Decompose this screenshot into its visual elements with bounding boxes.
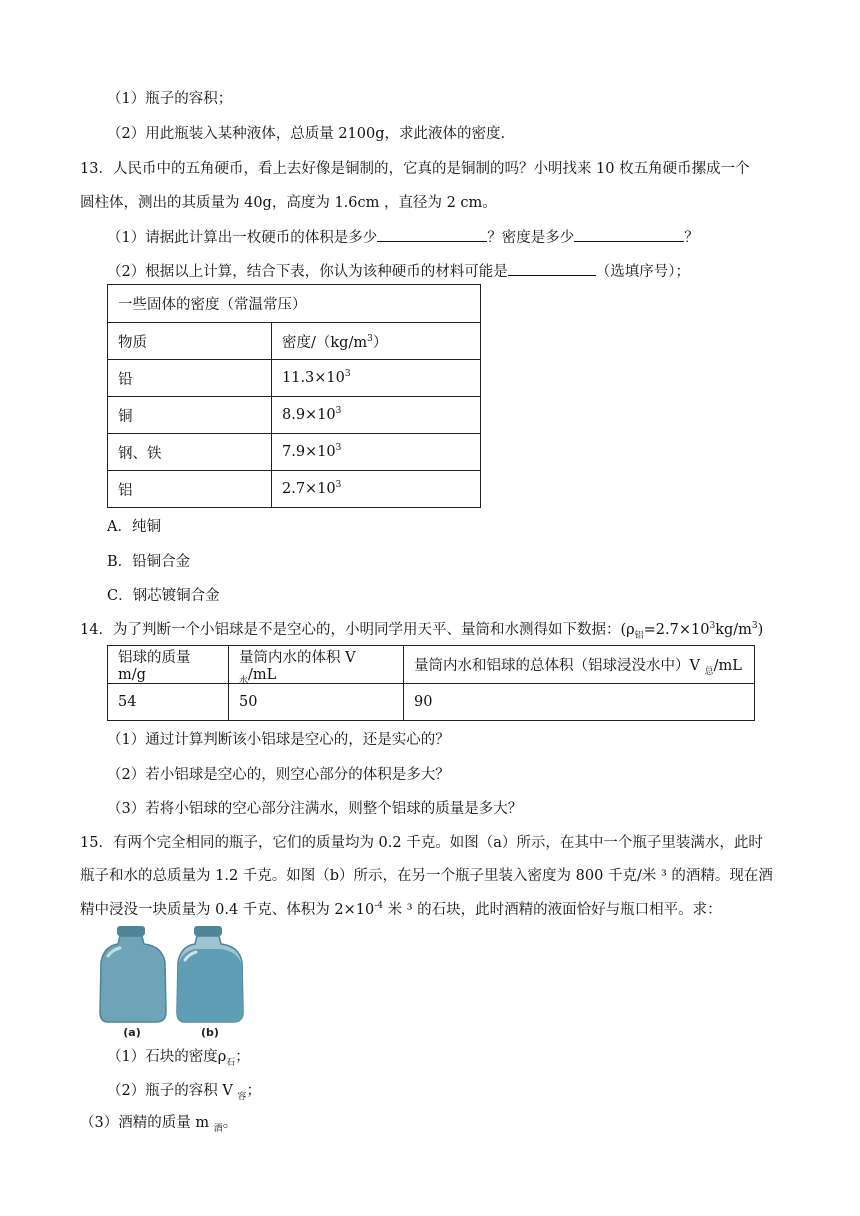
q14-stem-sub: 铝 <box>634 630 644 641</box>
q15-part3-b: 。 <box>222 1115 238 1131</box>
header-total-volume-b: /mL <box>713 658 742 674</box>
q15-stem-line3-sup: -4 <box>374 901 383 912</box>
density-exp: 3 <box>335 406 342 417</box>
q14-stem-c: kg/m <box>715 622 752 638</box>
q15-stem-line3-a: 精中浸没一块质量为 0.4 千克、体积为 2×10 <box>80 902 375 918</box>
table-row <box>108 684 755 721</box>
q13-part1-text-a: （1）请据此计算出一枚硬币的体积是多少 <box>107 230 378 246</box>
density-cell <box>272 471 481 508</box>
q15-part1-a: （1）石块的密度ρ <box>107 1049 227 1065</box>
header-water-volume-b: /mL <box>248 667 277 683</box>
header-water-volume-a: 量筒内水的体积 V <box>239 650 356 666</box>
q13-part2-text-a: （2）根据以上计算，结合下表，你认为该种硬币的材料可能是 <box>107 264 508 280</box>
substance-cell: 铜 <box>108 397 272 434</box>
bottle-b <box>177 926 243 1022</box>
q15-part3-sub: 酒 <box>213 1123 223 1134</box>
q13-option-c[interactable]: C．钢芯镀铜合金 <box>107 588 220 604</box>
q14-part3: （3）若将小铝球的空心部分注满水，则整个铝球的质量是多大？ <box>107 801 523 817</box>
substance-cell: 钢、铁 <box>108 434 272 471</box>
q13-part1-text-b: ？密度是多少 <box>487 230 575 246</box>
substance-cell: 铅 <box>108 360 272 397</box>
table-row <box>108 397 481 434</box>
q15-part1-b: ； <box>235 1049 250 1065</box>
density-exp: 3 <box>335 480 342 491</box>
header-total-volume-a: 量筒内水和铝球的总体积（铝球浸没水中）V <box>414 658 705 674</box>
density-exp: 3 <box>335 443 342 454</box>
q14-stem <box>80 620 763 640</box>
substance-cell: 铝 <box>108 471 272 508</box>
bottle-a <box>100 926 166 1022</box>
answer-blank[interactable] <box>508 261 596 276</box>
q13-option-b[interactable]: B．铅铜合金 <box>107 554 191 570</box>
header-density-sup: 3 <box>367 333 373 344</box>
table-row <box>108 471 481 508</box>
figure-label-b: (b) <box>201 1026 219 1039</box>
density-base: 8.9×10 <box>282 407 336 423</box>
density-base: 11.3×10 <box>282 370 345 386</box>
q12-part1: （1）瓶子的容积； <box>107 91 233 107</box>
q15-part2-sub: 容 <box>237 1091 247 1102</box>
q14-part1: （1）通过计算判断该小铝球是空心的，还是实心的？ <box>107 732 450 748</box>
density-cell <box>272 360 481 397</box>
q13-part1 <box>107 227 699 248</box>
value-water-volume: 50 <box>229 684 404 721</box>
q13-part1-text-c: ？ <box>684 230 699 246</box>
q15-part3 <box>80 1113 237 1133</box>
q13-stem-line1: 13．人民币中的五角硬币，看上去好像是铜制的，它真的是铜制的吗？小明找来 10 枚五角硬币摞成一个 <box>80 161 750 177</box>
density-exp: 3 <box>344 369 351 380</box>
table-row <box>108 434 481 471</box>
q14-stem-d: ) <box>757 622 764 638</box>
header-water-volume-sub: 水 <box>239 675 249 686</box>
density-base: 7.9×10 <box>282 444 336 460</box>
bottles-figure <box>98 922 246 1040</box>
density-base: 2.7×10 <box>282 481 336 497</box>
density-table-header-substance: 物质 <box>108 323 272 360</box>
value-mass: 54 <box>108 684 229 721</box>
q15-stem-line1: 15．有两个完全相同的瓶子，它们的质量均为 0.2 千克。如图（a）所示，在其中一个瓶子里装满水，此时 <box>80 835 763 851</box>
aluminum-ball-table <box>107 645 755 721</box>
density-cell <box>272 434 481 471</box>
header-total-volume-sub: 总 <box>704 666 714 677</box>
q12-part2: （2）用此瓶装入某种液体，总质量 2100g，求此液体的密度. <box>107 126 506 142</box>
table-row <box>108 360 481 397</box>
q14-stem-b: =2.7×10 <box>643 622 710 638</box>
header-total-volume <box>404 646 755 684</box>
density-table <box>107 284 481 508</box>
q15-part1 <box>107 1047 250 1067</box>
header-water-volume <box>229 646 404 684</box>
header-density-close: ） <box>372 334 388 351</box>
q15-stem-line3 <box>80 900 722 920</box>
density-table-header-density <box>272 323 481 360</box>
q15-part2-a: （2）瓶子的容积 V <box>107 1083 238 1099</box>
figure-label-a: (a) <box>123 1026 141 1039</box>
q14-part2: （2）若小铝球是空心的，则空心部分的体积是多大？ <box>107 767 450 783</box>
density-cell <box>272 397 481 434</box>
q15-part3-a: （3）酒精的质量 m <box>80 1115 214 1131</box>
q15-part1-sub: 石 <box>226 1057 236 1068</box>
q15-stem-line3-b: 米 ³ 的石块，此时酒精的液面恰好与瓶口相平。求： <box>383 902 722 918</box>
answer-blank[interactable] <box>377 227 487 242</box>
q15-part2-b: ； <box>246 1083 261 1099</box>
header-mass: 铝球的质量 m/g <box>108 646 229 684</box>
value-total-volume: 90 <box>404 684 755 721</box>
q13-stem-line2: 圆柱体，测出的其质量为 40g，高度为 1.6cm ，直径为 2 cm。 <box>80 195 497 211</box>
q14-stem-a: 14．为了判断一个小铝球是不是空心的，小明同学用天平、量筒和水测得如下数据：(ρ <box>80 622 635 638</box>
density-table-title: 一些固体的密度（常温常压） <box>108 285 481 323</box>
q13-part2-text-b: （选填序号）； <box>595 264 690 280</box>
q15-part2 <box>107 1081 261 1101</box>
header-density-text: 密度/（kg/m <box>282 334 368 351</box>
q13-part2 <box>107 261 690 282</box>
q13-option-a[interactable]: A．纯铜 <box>107 519 161 535</box>
answer-blank[interactable] <box>574 227 684 242</box>
q14-stem-sup: 3 <box>709 621 716 632</box>
q15-stem-line2: 瓶子和水的总质量为 1.2 千克。如图（b）所示，在另一个瓶子里装入密度为 800 千克/米 ³ 的酒精。现在酒 <box>80 868 773 884</box>
q14-stem-sup2: 3 <box>751 621 758 632</box>
